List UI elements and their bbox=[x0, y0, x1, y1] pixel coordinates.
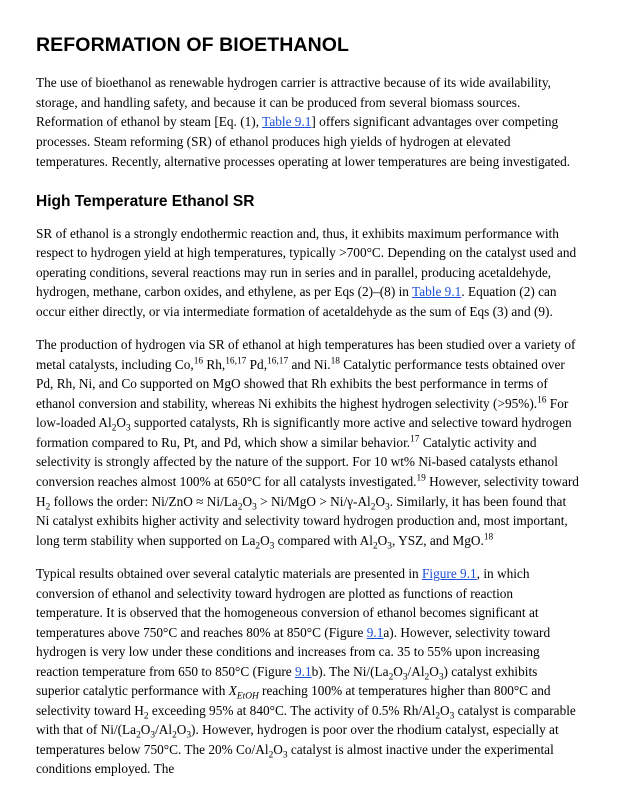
p3-text-17: O bbox=[273, 741, 283, 757]
subscript: 3 bbox=[387, 541, 392, 552]
p2-text-7: O bbox=[116, 415, 127, 431]
p3-text-2: , in which conversion of ethanol and selectivity toward hydrogen are plotted as functions of reaction temperature. It is observed that the homogeneous conversion of ethanol becomes significant at temperatures above 750°C and reaches 80% at 850°C (Figure bbox=[36, 566, 539, 640]
p3-text-10: exceeding 95% at 840°C. The activity of 0.5% Rh/Al bbox=[148, 702, 436, 718]
subscript: 3 bbox=[449, 711, 455, 722]
figure-9-1a-link[interactable]: 9.1 bbox=[366, 624, 384, 640]
intro-text-1: The use of bioethanol as renewable hydrogen carrier is attractive because of its wide availability, storage, and handling safety, and because it can be produced from several biomass sources. Reformation of ethanol by steam [Eq. (1), bbox=[36, 75, 551, 130]
subscript: 2 bbox=[237, 502, 243, 513]
subscript: 3 bbox=[438, 672, 444, 683]
variable-subscript-etoh: EtOH bbox=[236, 691, 259, 702]
subscript: 3 bbox=[150, 731, 156, 742]
citation-17: 17 bbox=[410, 434, 420, 445]
subscript: 2 bbox=[136, 731, 141, 742]
subscript: 2 bbox=[372, 541, 378, 552]
p3-text-15: O bbox=[176, 722, 187, 738]
subscript: 2 bbox=[172, 731, 177, 742]
p2-text-8: supported catalysts, Rh is significantly more active and selective toward hydrogen formation compared to Ru, Pt, and Pd, which show a similar behavior. bbox=[36, 415, 572, 450]
p3-text-7: O bbox=[429, 663, 439, 679]
p2-text-11: follows the order: Ni/ZnO ≈ Ni/La bbox=[50, 493, 238, 509]
section-heading: High Temperature Ethanol SR bbox=[36, 193, 255, 211]
p3-text-14: /Al bbox=[155, 722, 173, 738]
paragraph-3 bbox=[36, 564, 581, 779]
citation-18: 18 bbox=[330, 356, 340, 367]
figure-9-1-link[interactable]: Figure 9.1 bbox=[422, 566, 477, 582]
subscript: 2 bbox=[143, 711, 149, 722]
p1-text-2: . Equation (2) can occur either directly, or via intermediate formation of acetaldehyde as the sum of Eqs (3) and (9). bbox=[36, 284, 557, 319]
p2-text-2: Rh, bbox=[203, 356, 226, 372]
subscript: 3 bbox=[269, 541, 275, 552]
p3-text-16: ). However, hydrogen is poor over the rhodium catalyst, especially at temperatures below 750°C. The 20% Co/Al bbox=[36, 722, 559, 757]
p2-text-15: . Similarly, it has been found that Ni catalyst exhibits higher activity and selectivity toward hydrogen production and, most important, long term stability when supported on La bbox=[36, 493, 568, 548]
subscript: 2 bbox=[268, 750, 274, 761]
variable-x: X bbox=[228, 683, 237, 699]
page-title: REFORMATION OF BIOETHANOL bbox=[36, 34, 350, 56]
p3-text-6: /Al bbox=[407, 663, 425, 679]
citation-16-17: 16,17 bbox=[267, 356, 289, 367]
paragraph-2 bbox=[36, 335, 581, 550]
p2-text-1: The production of hydrogen via SR of ethanol at high temperatures has been studied over a variety of metal catalysts, including Co, bbox=[36, 337, 576, 372]
p3-text-5: O bbox=[393, 663, 403, 679]
p3-text-1: Typical results obtained over several catalytic materials are presented in bbox=[36, 566, 422, 582]
subscript: 3 bbox=[252, 502, 257, 513]
p1-text-1: SR of ethanol is a strongly endothermic reaction and, thus, it exhibits maximum performance with respect to hydrogen yield at high temperatures, typically >700°C. Depending on the catalyst used and operating conditions, several reactions may run in series and in parallel, producing acetaldehyde, hydrogen, methane, carbon oxides, and ethylene, as per Eqs (2)–(8) in bbox=[36, 225, 577, 300]
p3-text-3: a). However, selectivity toward hydrogen is very low under these conditions and increases from ca. 35 to 55% upon increasing reaction temperature from 650 to 850°C (Figure bbox=[36, 624, 551, 679]
subscript: 2 bbox=[424, 672, 430, 683]
subscript: 3 bbox=[186, 731, 192, 742]
p2-text-6: For low-loaded Al bbox=[36, 395, 569, 431]
p3-text-11: O bbox=[440, 702, 450, 718]
intro-paragraph bbox=[36, 73, 581, 171]
p3-text-8: ) catalyst exhibits superior catalytic performance with bbox=[36, 663, 538, 699]
subscript: 3 bbox=[282, 750, 288, 761]
p3-text-18: catalyst is almost inactive under the experimental conditions employed. The bbox=[36, 741, 554, 777]
p2-text-18: O bbox=[377, 532, 388, 548]
p2-text-9: Catalytic activity and selectivity is strongly affected by the nature of the support. For 10 wt% Ni-based catalysts ethanol conversion reaches almost 100% at 650°C for all catalysts investigated. bbox=[36, 434, 558, 490]
citation-19: 19 bbox=[416, 473, 426, 484]
citation-18: 18 bbox=[483, 532, 494, 543]
subscript: 2 bbox=[111, 424, 117, 435]
p3-text-4: b). The Ni/(La bbox=[311, 663, 389, 679]
p2-text-14: O bbox=[375, 493, 386, 509]
subscript: 2 bbox=[45, 502, 51, 513]
subscript: 2 bbox=[255, 541, 261, 552]
intro-text-2: ] offers significant advantages over competing processes. Steam reforming (SR) of ethanol produces high yields of hydrogen at elevated temperatures. Recently, alternative processes operating at lower temperatures are being investigated. bbox=[36, 114, 571, 169]
p2-text-10: However, selectivity toward H bbox=[36, 474, 579, 509]
p2-text-13: > Ni/MgO > Ni/γ-Al bbox=[256, 493, 371, 509]
p2-text-16: O bbox=[260, 532, 270, 548]
subscript: 2 bbox=[435, 711, 441, 722]
p2-text-19: , YSZ, and MgO. bbox=[391, 532, 484, 548]
subscript: 3 bbox=[126, 424, 131, 435]
p2-text-12: O bbox=[242, 493, 253, 509]
p3-text-12: catalyst is comparable with that of Ni/(La bbox=[36, 702, 576, 738]
p2-text-5: Catalytic performance tests obtained over Pd, Rh, Ni, and Co supported on MgO showed that Rh exhibits the best performance in terms of ethanol conversion and stability, whereas Ni exhibits the highest hydrogen selectivity (>95%). bbox=[36, 356, 565, 411]
citation-16: 16 bbox=[537, 395, 547, 406]
figure-9-1b-link[interactable]: 9.1 bbox=[295, 663, 312, 679]
p2-text-17: compared with Al bbox=[274, 532, 373, 548]
p2-text-3: Pd, bbox=[246, 356, 268, 372]
citation-16-17: 16,17 bbox=[225, 356, 247, 367]
p3-text-9: reaching 100% at temperatures higher than 800°C and selectivity toward H bbox=[36, 683, 551, 718]
citation-16: 16 bbox=[193, 356, 204, 367]
p3-text-13: O bbox=[140, 722, 151, 738]
subscript: 3 bbox=[385, 502, 390, 513]
table-9-1-link[interactable]: Table 9.1 bbox=[412, 284, 462, 300]
p2-text-4: and Ni. bbox=[288, 356, 331, 372]
paragraph-1 bbox=[36, 224, 581, 322]
subscript: 2 bbox=[370, 502, 376, 513]
subscript: 2 bbox=[388, 672, 394, 683]
subscript: 3 bbox=[402, 672, 408, 683]
table-9-1-link[interactable]: Table 9.1 bbox=[262, 114, 312, 130]
